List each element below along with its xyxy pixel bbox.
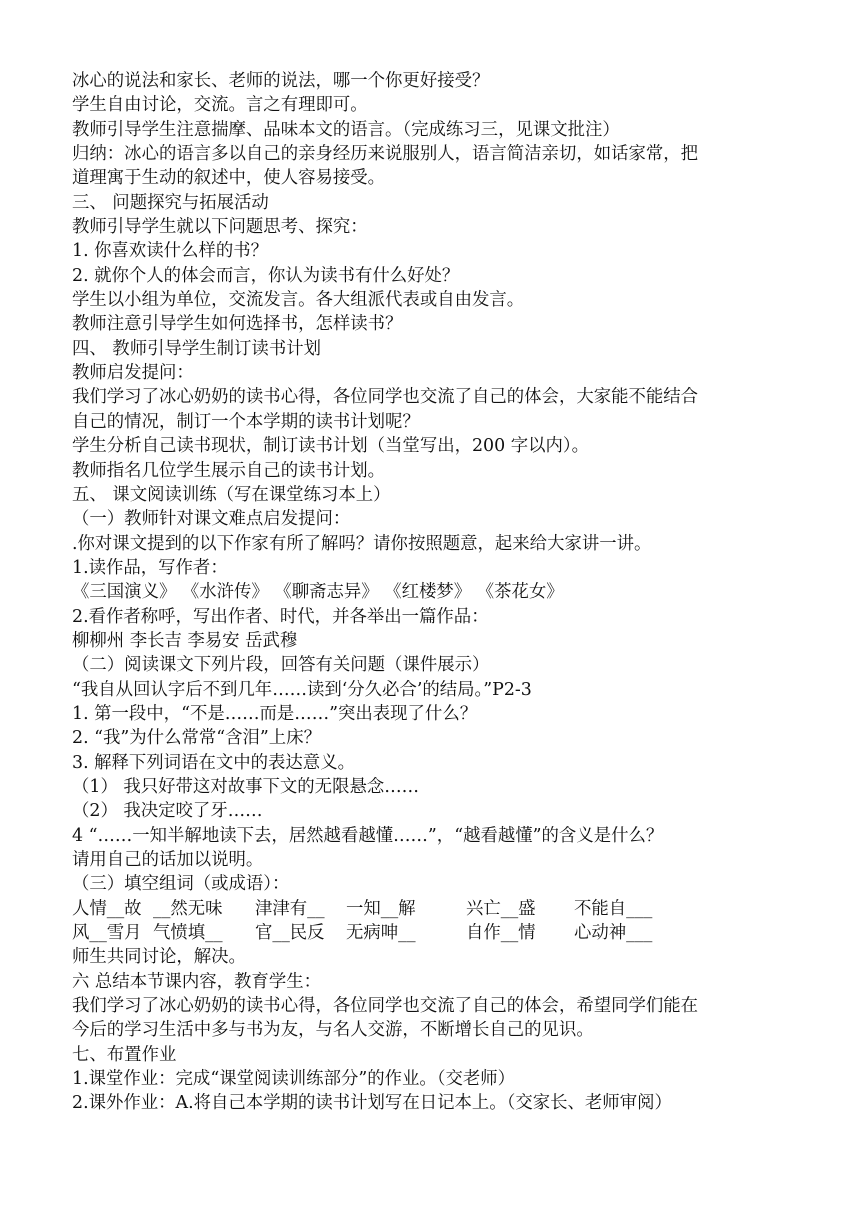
book-titles-line: 《三国演义》 《水浒传》 《聊斋志异》 《红楼梦》 《茶花女》 [72,582,564,603]
subsection-heading: （二）阅读课文下列片段，回答有关问题（课件展示） [72,655,490,676]
paragraph-line: .你对课文提到的以下作家有所了解吗？请你按照题意，起来给大家讲一讲。 [72,533,652,554]
paragraph-line: 道理寓于生动的叙述中，使人容易接受。 [72,168,386,189]
fill-blank-item: 风__雪月 [72,923,142,944]
homework-item: 1.课堂作业：完成“课堂阅读训练部分”的作业。（交老师） [72,1069,516,1090]
paragraph-line: 教师启发提问： [72,363,194,384]
paragraph-line: 学生自由讨论，交流。言之有理即可。 [72,95,368,116]
paragraph-line: 自己的情况，制订一个本学期的读书计划呢？ [72,411,420,432]
question-item: 2. “我”为什么常常“含泪”上床？ [72,728,321,749]
paragraph-line: 教师指名几位学生展示自己的读书计划。 [72,460,386,481]
paragraph-line: 学生以小组为单位，交流发言。各大组派代表或自由发言。 [72,290,525,311]
fill-blank-item: 自作__情 [466,923,536,944]
paragraph-line: 教师引导学生就以下问题思考、探究： [72,217,368,238]
question-item: 1. 第一段中，“不是……而是……”突出表现了什么？ [72,703,478,724]
paragraph-line: 冰心的说法和家长、老师的说法，哪一个你更好接受？ [72,71,490,91]
question-item: 4 “……一知半解地读下去，居然越看越懂……”，“越看越懂”的含义是什么？ [72,825,664,846]
fill-blank-item: 心动神___ [574,923,653,944]
quoted-excerpt: “我自从回认字后不到几年……读到‘分久必合’的结局。”P2-3 [72,679,532,700]
fill-blank-item: 人情__故 [72,898,142,919]
fill-blank-row [72,921,802,945]
paragraph-line: 我们学习了冰心奶奶的读书心得，各位同学也交流了自己的体会，大家能不能结合 [72,387,699,408]
section-heading: 四、 教师引导学生制订读书计划 [72,338,321,359]
fill-blank-item: 气愤填__ [153,923,223,944]
document-page [72,69,802,1116]
paragraph-line: 教师注意引导学生如何选择书，怎样读书？ [72,314,403,335]
question-item: 1.读作品，写作者： [72,557,228,578]
paragraph-line: 今后的学习生活中多与书为友，与名人交游，不断增长自己的见识。 [72,1020,594,1041]
fill-blank-item: 一知__解 [346,898,416,919]
section-heading: 三、 问题探究与拓展活动 [72,192,269,213]
paragraph-line: 请用自己的话加以说明。 [72,850,264,870]
homework-item: 2.课外作业：A.将自己本学期的读书计划写在日记本上。（交家长、老师审阅） [72,1093,672,1114]
paragraph-line: 师生共同讨论，解决。 [72,947,246,968]
subsection-heading: （一）教师针对课文难点启发提问： [72,509,351,530]
question-item: 1. 你喜欢读什么样的书？ [72,241,269,262]
paragraph-line: 教师引导学生注意揣摩、品味本文的语言。（完成练习三，见课文批注） [72,119,620,140]
fill-blank-item: 兴亡__盛 [466,898,536,919]
sub-question-item: （2） 我决定咬了牙…… [72,801,263,822]
fill-blank-item: 无病呻__ [346,923,416,944]
paragraph-line: 我们学习了冰心奶奶的读书心得，各位同学也交流了自己的体会，希望同学们能在 [72,996,699,1017]
fill-blank-item: __然无味 [153,898,223,919]
section-heading: 五、 课文阅读训练（写在课堂练习本上） [72,484,391,505]
section-heading: 七、布置作业 [72,1044,177,1065]
author-names-line: 柳柳州 李长吉 李易安 岳武穆 [72,630,298,651]
section-heading: 六 总结本节课内容，教育学生： [72,971,321,992]
paragraph-line: 归纳：冰心的语言多以自己的亲身经历来说服别人，语言简洁亲切，如话家常，把 [72,144,699,165]
fill-blank-item: 官__民反 [255,923,325,944]
question-item: 3. 解释下列词语在文中的表达意义。 [72,752,355,773]
subsection-heading: （三）填空组词（或成语）： [72,874,290,895]
question-item: 2. 就你个人的体会而言，你认为读书有什么好处？ [72,265,460,286]
sub-question-item: （1） 我只好带这对故事下文的无限悬念…… [72,776,420,797]
fill-blank-item: 津津有__ [255,898,325,919]
question-item: 2.看作者称呼，写出作者、时代，并各举出一篇作品： [72,606,489,627]
paragraph-line: 学生分析自己读书现状，制订读书计划（当堂写出，200 字以内）。 [72,436,589,457]
fill-blank-item: 不能自___ [574,898,653,919]
fill-blank-row [72,897,802,921]
